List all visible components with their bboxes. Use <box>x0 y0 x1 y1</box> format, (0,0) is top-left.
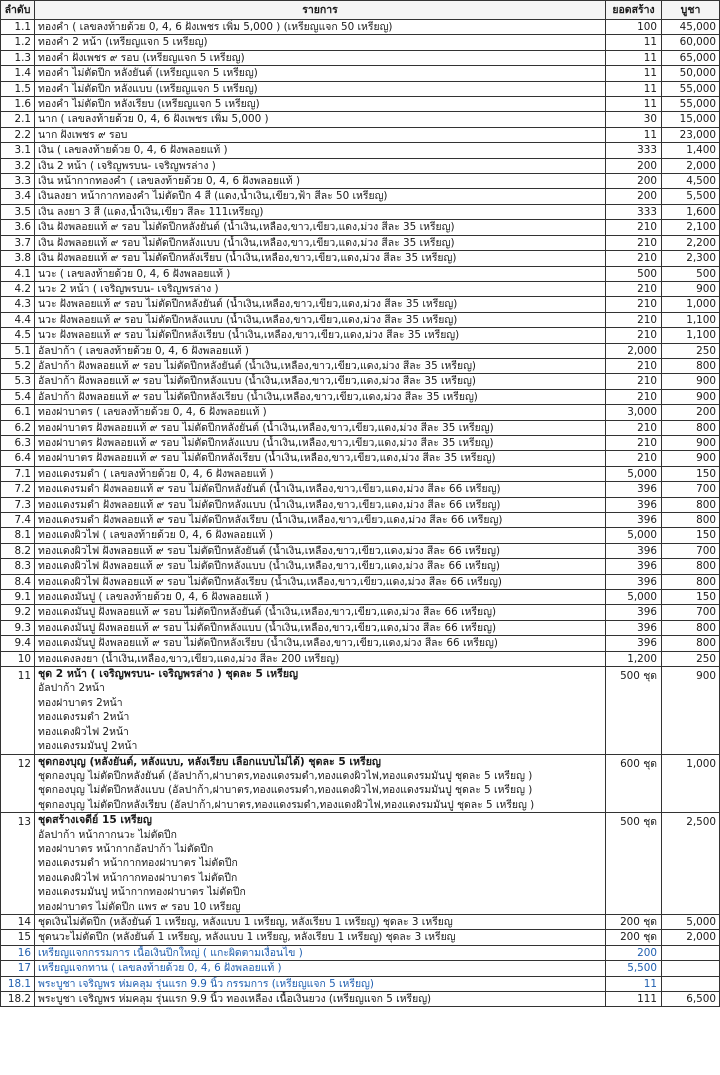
row-price: 2,000 <box>662 930 720 945</box>
row-item: ชุดนวะไม่ตัดปีก (หลังยันต์ 1 เหรียญ, หลังแบบ 1 เหรียญ, หลังเรียบ 1 เหรียญ) ชุดละ 3 เหรียญ <box>35 930 606 945</box>
row-item: ทองแดงมันปู ( เลขลงท้ายด้วย 0, 4, 6 ฝังพลอยแท้ ) <box>35 590 606 605</box>
row-no: 3.8 <box>1 251 35 266</box>
row-price: 500 <box>662 266 720 281</box>
row-qty: 396 <box>606 559 662 574</box>
row-qty: 396 <box>606 513 662 528</box>
set-no: 11 <box>1 667 35 754</box>
table-row <box>1 528 720 543</box>
row-item: นวะ ฝังพลอยแท้ ๙ รอบ ไม่ตัดปีกหลังแบบ (น้ำเงิน,เหลือง,ขาว,เขียว,แดง,ม่วง สีละ 35 เหรียญ) <box>35 312 606 327</box>
row-no: 1.5 <box>1 81 35 96</box>
row-qty: 396 <box>606 620 662 635</box>
set-line: ชุดกองบุญ ไม่ตัดปีกหลังเรียบ (อัลปาก้า,ฝาบาตร,ทองแดงรมดำ,ทองแดงผิวไฟ,ทองแดงรมมันปู ชุดละ 5 เหรียญ ) <box>38 798 535 811</box>
set-qty: 600 ชุด <box>606 754 662 813</box>
row-price: 60,000 <box>662 35 720 50</box>
row-qty: 210 <box>606 220 662 235</box>
row-item: ทองแดงรมดำ ( เลขลงท้ายด้วย 0, 4, 6 ฝังพลอยแท้ ) <box>35 466 606 481</box>
row-no: 3.2 <box>1 158 35 173</box>
row-no: 17 <box>1 961 35 976</box>
row-no: 6.1 <box>1 405 35 420</box>
table-row <box>1 605 720 620</box>
row-no: 14 <box>1 914 35 929</box>
row-item: ทองแดงรมดำ ฝังพลอยแท้ ๙ รอบ ไม่ตัดปีกหลังแบบ (น้ำเงิน,เหลือง,ขาว,เขียว,แดง,ม่วง สีละ 66 เหรียญ) <box>35 497 606 512</box>
row-item: พระบูชา เจริญพร ห่มคลุม รุ่นแรก 9.9 นิ้ว กรรมการ (เหรียญแจก 5 เหรียญ) <box>35 976 606 991</box>
row-no: 3.1 <box>1 143 35 158</box>
row-qty: 11 <box>606 976 662 991</box>
row-qty: 396 <box>606 636 662 651</box>
row-no: 1.3 <box>1 50 35 65</box>
row-qty: 5,000 <box>606 528 662 543</box>
row-item: อัลปาก้า ฝังพลอยแท้ ๙ รอบ ไม่ตัดปีกหลังแบบ (น้ำเงิน,เหลือง,ขาว,เขียว,แดง,ม่วง สีละ 35 เหรียญ) <box>35 374 606 389</box>
table-row <box>1 50 720 65</box>
row-item: ทองแดงลงยา (น้ำเงิน,เหลือง,ขาว,เขียว,แดง,ม่วง สีละ 200 เหรียญ) <box>35 651 606 666</box>
set-item <box>35 813 606 915</box>
row-no: 16 <box>1 945 35 960</box>
table-row <box>1 451 720 466</box>
table-row <box>1 35 720 50</box>
row-no: 7.3 <box>1 497 35 512</box>
row-no: 5.1 <box>1 343 35 358</box>
row-no: 7.1 <box>1 466 35 481</box>
table-row <box>1 297 720 312</box>
set-title: ชุดกองบุญ (หลังยันต์, หลังแบบ, หลังเรียบ เลือกแบบไม่ได้) ชุดละ 5 เหรียญ <box>38 755 381 768</box>
row-qty: 200 <box>606 158 662 173</box>
table-row <box>1 374 720 389</box>
table-row <box>1 945 720 960</box>
row-no: 3.5 <box>1 204 35 219</box>
row-item: ทองคำ ไม่ตัดปีก หลังยันต์ (เหรียญแจก 5 เหรียญ) <box>35 66 606 81</box>
table-row <box>1 112 720 127</box>
row-qty: 210 <box>606 358 662 373</box>
row-price: 1,400 <box>662 143 720 158</box>
row-price: 250 <box>662 651 720 666</box>
row-price: 55,000 <box>662 81 720 96</box>
table-row <box>1 251 720 266</box>
table-row <box>1 651 720 666</box>
row-no: 18.2 <box>1 992 35 1007</box>
row-price: 2,300 <box>662 251 720 266</box>
table-row <box>1 343 720 358</box>
row-item: อัลปาก้า ฝังพลอยแท้ ๙ รอบ ไม่ตัดปีกหลังเรียบ (น้ำเงิน,เหลือง,ขาว,เขียว,แดง,ม่วง สีละ 35 เหรียญ) <box>35 389 606 404</box>
set-row <box>1 754 720 813</box>
row-item: ทองแดงผิวไฟ ฝังพลอยแท้ ๙ รอบ ไม่ตัดปีกหลังยันต์ (น้ำเงิน,เหลือง,ขาว,เขียว,แดง,ม่วง สีละ 66 เหรียญ) <box>35 543 606 558</box>
row-price: 200 <box>662 405 720 420</box>
row-no: 3.7 <box>1 235 35 250</box>
row-item: เงิน ฝังพลอยแท้ ๙ รอบ ไม่ตัดปีกหลังเรียบ (น้ำเงิน,เหลือง,ขาว,เขียว,แดง,ม่วง สีละ 35 เหรียญ) <box>35 251 606 266</box>
header-qty: ยอดสร้าง <box>606 1 662 20</box>
row-price <box>662 976 720 991</box>
table-row <box>1 513 720 528</box>
row-no: 8.1 <box>1 528 35 543</box>
row-no: 8.2 <box>1 543 35 558</box>
row-no: 9.2 <box>1 605 35 620</box>
row-no: 5.2 <box>1 358 35 373</box>
row-price: 800 <box>662 559 720 574</box>
row-qty: 210 <box>606 374 662 389</box>
table-row <box>1 281 720 296</box>
row-item: ทองคำ ฝังเพชร ๙ รอบ (เหรียญแจก 5 เหรียญ) <box>35 50 606 65</box>
row-qty: 5,000 <box>606 590 662 605</box>
row-price: 65,000 <box>662 50 720 65</box>
row-qty: 200 <box>606 174 662 189</box>
row-price: 23,000 <box>662 127 720 142</box>
set-qty: 500 ชุด <box>606 667 662 754</box>
table-row <box>1 559 720 574</box>
row-no: 9.4 <box>1 636 35 651</box>
row-price: 700 <box>662 605 720 620</box>
row-price: 150 <box>662 590 720 605</box>
row-item: ทองคำ ( เลขลงท้ายด้วย 0, 4, 6 ฝังเพชร เพิ่ม 5,000 ) (เหรียญแจก 50 เหรียญ) <box>35 20 606 35</box>
set-line: อัลปาก้า 2หน้า <box>38 682 105 695</box>
table-row <box>1 420 720 435</box>
row-price: 15,000 <box>662 112 720 127</box>
row-qty: 200 ชุด <box>606 914 662 929</box>
row-price: 5,000 <box>662 914 720 929</box>
row-item: นาก ฝังเพชร ๙ รอบ <box>35 127 606 142</box>
row-no: 1.1 <box>1 20 35 35</box>
row-no: 6.4 <box>1 451 35 466</box>
header-no: ลำดับ <box>1 1 35 20</box>
row-item: เงิน ฝังพลอยแท้ ๙ รอบ ไม่ตัดปีกหลังยันต์ (น้ำเงิน,เหลือง,ขาว,เขียว,แดง,ม่วง สีละ 35 เหรียญ) <box>35 220 606 235</box>
row-qty: 200 ชุด <box>606 930 662 945</box>
set-title: ชุด 2 หน้า ( เจริญพรบน- เจริญพรล่าง ) ชุดละ 5 เหรียญ <box>38 668 299 681</box>
set-line: ทองฝาบาตร 2หน้า <box>38 696 123 709</box>
set-line: ทองแดงรมดำ 2หน้า <box>38 711 130 724</box>
row-item: นวะ 2 หน้า ( เจริญพรบน- เจริญพรล่าง ) <box>35 281 606 296</box>
row-item: เงิน ( เลขลงท้ายด้วย 0, 4, 6 ฝังพลอยแท้ ) <box>35 143 606 158</box>
table-row <box>1 97 720 112</box>
row-qty: 2,000 <box>606 343 662 358</box>
set-price: 2,500 <box>662 813 720 915</box>
table-row <box>1 636 720 651</box>
row-price: 800 <box>662 636 720 651</box>
table-row <box>1 328 720 343</box>
row-qty: 396 <box>606 482 662 497</box>
table-row <box>1 930 720 945</box>
row-item: เหรียญแจกกรรมการ เนื้อเงินปีกใหญ่ ( แกะผิดตามเงื่อนไข ) <box>35 945 606 960</box>
row-price: 900 <box>662 451 720 466</box>
row-qty: 5,000 <box>606 466 662 481</box>
row-qty: 396 <box>606 543 662 558</box>
row-item: นวะ ฝังพลอยแท้ ๙ รอบ ไม่ตัดปีกหลังยันต์ (น้ำเงิน,เหลือง,ขาว,เขียว,แดง,ม่วง สีละ 35 เหรียญ) <box>35 297 606 312</box>
row-no: 3.4 <box>1 189 35 204</box>
row-price: 55,000 <box>662 97 720 112</box>
row-price: 2,100 <box>662 220 720 235</box>
table-row <box>1 174 720 189</box>
table-row <box>1 992 720 1007</box>
row-item: ทองฝาบาตร ฝังพลอยแท้ ๙ รอบ ไม่ตัดปีกหลังยันต์ (น้ำเงิน,เหลือง,ขาว,เขียว,แดง,ม่วง สีละ 35 เหรียญ) <box>35 420 606 435</box>
row-no: 4.3 <box>1 297 35 312</box>
table-row <box>1 235 720 250</box>
row-item: พระบูชา เจริญพร ห่มคลุม รุ่นแรก 9.9 นิ้ว ทองเหลือง เนื้อเงินยวง (เหรียญแจก 5 เหรียญ) <box>35 992 606 1007</box>
row-no: 4.4 <box>1 312 35 327</box>
row-item: เงินลงยา หน้ากากทองคำ ไม่ตัดปีก 4 สี (แดง,น้ำเงิน,เขียว,ฟ้า สีละ 50 เหรียญ) <box>35 189 606 204</box>
table-row <box>1 574 720 589</box>
table-row <box>1 961 720 976</box>
row-item: นวะ ( เลขลงท้ายด้วย 0, 4, 6 ฝังพลอยแท้ ) <box>35 266 606 281</box>
table-row <box>1 466 720 481</box>
row-no: 7.4 <box>1 513 35 528</box>
row-price: 50,000 <box>662 66 720 81</box>
table-row <box>1 189 720 204</box>
table-row <box>1 543 720 558</box>
row-price: 2,200 <box>662 235 720 250</box>
row-no: 6.3 <box>1 435 35 450</box>
row-qty: 396 <box>606 574 662 589</box>
row-no: 3.6 <box>1 220 35 235</box>
row-price: 900 <box>662 374 720 389</box>
row-item: ทองแดงมันปู ฝังพลอยแท้ ๙ รอบ ไม่ตัดปีกหลังเรียบ (น้ำเงิน,เหลือง,ขาว,เขียว,แดง,ม่วง สีละ 66 เหรียญ) <box>35 636 606 651</box>
row-qty: 210 <box>606 297 662 312</box>
row-qty: 11 <box>606 81 662 96</box>
row-no: 9.3 <box>1 620 35 635</box>
row-price: 700 <box>662 482 720 497</box>
row-no: 3.3 <box>1 174 35 189</box>
row-no: 8.4 <box>1 574 35 589</box>
row-price: 900 <box>662 435 720 450</box>
row-item: นาก ( เลขลงท้ายด้วย 0, 4, 6 ฝังเพชร เพิ่ม 5,000 ) <box>35 112 606 127</box>
row-qty: 3,000 <box>606 405 662 420</box>
row-item: ทองฝาบาตร ฝังพลอยแท้ ๙ รอบ ไม่ตัดปีกหลังแบบ (น้ำเงิน,เหลือง,ขาว,เขียว,แดง,ม่วง สีละ 35 เหรียญ) <box>35 435 606 450</box>
row-price: 5,500 <box>662 189 720 204</box>
row-qty: 100 <box>606 20 662 35</box>
row-no: 7.2 <box>1 482 35 497</box>
set-line: ทองฝาบาตร ไม่ตัดปีก แพร ๙ รอบ 10 เหรียญ <box>38 900 241 913</box>
set-no: 12 <box>1 754 35 813</box>
row-price: 4,500 <box>662 174 720 189</box>
row-item: เงิน ลงยา 3 สี (แดง,น้ำเงิน,เขียว สีละ 111เหรียญ) <box>35 204 606 219</box>
row-qty: 210 <box>606 435 662 450</box>
table-row <box>1 220 720 235</box>
row-no: 4.1 <box>1 266 35 281</box>
row-qty: 210 <box>606 312 662 327</box>
set-line: ทองฝาบาตร หน้ากากอัลปาก้า ไม่ตัดปีก <box>38 842 214 855</box>
table-row <box>1 127 720 142</box>
row-item: เงิน หน้ากากทองคำ ( เลขลงท้ายด้วย 0, 4, 6 ฝังพลอยแท้ ) <box>35 174 606 189</box>
row-qty: 11 <box>606 66 662 81</box>
table-row <box>1 266 720 281</box>
set-price: 1,000 <box>662 754 720 813</box>
row-no: 1.2 <box>1 35 35 50</box>
row-qty: 333 <box>606 204 662 219</box>
row-price: 800 <box>662 574 720 589</box>
row-price: 1,600 <box>662 204 720 219</box>
row-item: ทองคำ ไม่ตัดปีก หลังเรียบ (เหรียญแจก 5 เหรียญ) <box>35 97 606 112</box>
row-price <box>662 945 720 960</box>
table-row <box>1 143 720 158</box>
row-price: 2,000 <box>662 158 720 173</box>
row-item: อัลปาก้า ฝังพลอยแท้ ๙ รอบ ไม่ตัดปีกหลังยันต์ (น้ำเงิน,เหลือง,ขาว,เขียว,แดง,ม่วง สีละ 35 เหรียญ) <box>35 358 606 373</box>
table-row <box>1 976 720 991</box>
table-row <box>1 497 720 512</box>
row-price: 800 <box>662 358 720 373</box>
row-qty: 210 <box>606 328 662 343</box>
row-no: 2.1 <box>1 112 35 127</box>
row-item: ทองแดงมันปู ฝังพลอยแท้ ๙ รอบ ไม่ตัดปีกหลังแบบ (น้ำเงิน,เหลือง,ขาว,เขียว,แดง,ม่วง สีละ 66 เหรียญ) <box>35 620 606 635</box>
row-qty: 210 <box>606 451 662 466</box>
row-price: 1,100 <box>662 312 720 327</box>
row-item: ทองแดงรมดำ ฝังพลอยแท้ ๙ รอบ ไม่ตัดปีกหลังยันต์ (น้ำเงิน,เหลือง,ขาว,เขียว,แดง,ม่วง สีละ 66 เหรียญ) <box>35 482 606 497</box>
row-no: 9.1 <box>1 590 35 605</box>
row-price <box>662 961 720 976</box>
set-title: ชุดสร้างเจดีย์ 15 เหรียญ <box>38 814 152 827</box>
set-item <box>35 754 606 813</box>
row-price: 800 <box>662 420 720 435</box>
table-row <box>1 590 720 605</box>
table-row <box>1 914 720 929</box>
row-no: 1.6 <box>1 97 35 112</box>
row-price: 900 <box>662 281 720 296</box>
set-line: ทองแดงรมมันปู หน้ากากทองฝาบาตร ไม่ตัดปีก <box>38 886 246 899</box>
row-price: 250 <box>662 343 720 358</box>
row-qty: 210 <box>606 389 662 404</box>
table-row <box>1 204 720 219</box>
header-price: บูชา <box>662 1 720 20</box>
table-row <box>1 435 720 450</box>
row-no: 4.2 <box>1 281 35 296</box>
row-no: 1.4 <box>1 66 35 81</box>
row-price: 700 <box>662 543 720 558</box>
row-item: ทองคำ 2 หน้า (เหรียญแจก 5 เหรียญ) <box>35 35 606 50</box>
row-item: เหรียญแจกทาน ( เลขลงท้ายด้วย 0, 4, 6 ฝังพลอยแท้ ) <box>35 961 606 976</box>
row-item: อัลปาก้า ( เลขลงท้ายด้วย 0, 4, 6 ฝังพลอยแท้ ) <box>35 343 606 358</box>
row-price: 1,100 <box>662 328 720 343</box>
row-no: 10 <box>1 651 35 666</box>
row-item: ทองฝาบาตร ( เลขลงท้ายด้วย 0, 4, 6 ฝังพลอยแท้ ) <box>35 405 606 420</box>
row-item: ทองแดงผิวไฟ ฝังพลอยแท้ ๙ รอบ ไม่ตัดปีกหลังเรียบ (น้ำเงิน,เหลือง,ขาว,เขียว,แดง,ม่วง สีละ 66 เหรียญ) <box>35 574 606 589</box>
table-row <box>1 389 720 404</box>
row-qty: 1,200 <box>606 651 662 666</box>
header-item: รายการ <box>35 1 606 20</box>
row-item: ทองแดงมันปู ฝังพลอยแท้ ๙ รอบ ไม่ตัดปีกหลังยันต์ (น้ำเงิน,เหลือง,ขาว,เขียว,แดง,ม่วง สีละ 66 เหรียญ) <box>35 605 606 620</box>
table-row <box>1 158 720 173</box>
row-item: ทองฝาบาตร ฝังพลอยแท้ ๙ รอบ ไม่ตัดปีกหลังเรียบ (น้ำเงิน,เหลือง,ขาว,เขียว,แดง,ม่วง สีละ 35 เหรียญ) <box>35 451 606 466</box>
row-item: ทองแดงผิวไฟ ฝังพลอยแท้ ๙ รอบ ไม่ตัดปีกหลังแบบ (น้ำเงิน,เหลือง,ขาว,เขียว,แดง,ม่วง สีละ 66 เหรียญ) <box>35 559 606 574</box>
row-qty: 500 <box>606 266 662 281</box>
row-no: 2.2 <box>1 127 35 142</box>
row-qty: 200 <box>606 189 662 204</box>
table-row <box>1 620 720 635</box>
set-line: ชุดกองบุญ ไม่ตัดปีกหลังยันต์ (อัลปาก้า,ฝาบาตร,ทองแดงรมดำ,ทองแดงผิวไฟ,ทองแดงรมมันปู ชุดละ 5 เหรียญ ) <box>38 769 533 782</box>
row-item: ทองแดงผิวไฟ ( เลขลงท้ายด้วย 0, 4, 6 ฝังพลอยแท้ ) <box>35 528 606 543</box>
row-price: 800 <box>662 620 720 635</box>
row-price: 800 <box>662 513 720 528</box>
row-price: 800 <box>662 497 720 512</box>
row-price: 1,000 <box>662 297 720 312</box>
row-qty: 200 <box>606 945 662 960</box>
table-row <box>1 405 720 420</box>
table-row <box>1 482 720 497</box>
row-qty: 11 <box>606 35 662 50</box>
row-price: 6,500 <box>662 992 720 1007</box>
set-row <box>1 667 720 754</box>
row-qty: 5,500 <box>606 961 662 976</box>
row-qty: 111 <box>606 992 662 1007</box>
row-no: 6.2 <box>1 420 35 435</box>
set-line: อัลปาก้า หน้ากากนวะ ไม่ตัดปีก <box>38 828 177 841</box>
row-item: เงิน ฝังพลอยแท้ ๙ รอบ ไม่ตัดปีกหลังแบบ (น้ำเงิน,เหลือง,ขาว,เขียว,แดง,ม่วง สีละ 35 เหรียญ) <box>35 235 606 250</box>
set-qty: 500 ชุด <box>606 813 662 915</box>
set-line: ทองแดงผิวไฟ 2หน้า <box>38 725 129 738</box>
row-no: 8.3 <box>1 559 35 574</box>
row-price: 150 <box>662 466 720 481</box>
set-line: ชุดกองบุญ ไม่ตัดปีกหลังแบบ (อัลปาก้า,ฝาบาตร,ทองแดงรมดำ,ทองแดงผิวไฟ,ทองแดงรมมันปู ชุดละ 5 เหรียญ ) <box>38 784 533 797</box>
row-qty: 333 <box>606 143 662 158</box>
row-item: นวะ ฝังพลอยแท้ ๙ รอบ ไม่ตัดปีกหลังเรียบ (น้ำเงิน,เหลือง,ขาว,เขียว,แดง,ม่วง สีละ 35 เหรียญ) <box>35 328 606 343</box>
row-price: 150 <box>662 528 720 543</box>
row-item: ทองแดงรมดำ ฝังพลอยแท้ ๙ รอบ ไม่ตัดปีกหลังเรียบ (น้ำเงิน,เหลือง,ขาว,เขียว,แดง,ม่วง สีละ 66 เหรียญ) <box>35 513 606 528</box>
row-qty: 396 <box>606 605 662 620</box>
table-row <box>1 358 720 373</box>
row-no: 5.3 <box>1 374 35 389</box>
set-line: ทองแดงรมดำ หน้ากากทองฝาบาตร ไม่ตัดปีก <box>38 857 238 870</box>
table-row <box>1 81 720 96</box>
set-price: 900 <box>662 667 720 754</box>
table-header <box>1 1 720 20</box>
row-qty: 30 <box>606 112 662 127</box>
set-line: ทองแดงผิวไฟ หน้ากากทองฝาบาตร ไม่ตัดปีก <box>38 871 238 884</box>
set-row <box>1 813 720 915</box>
table-row <box>1 66 720 81</box>
row-item: เงิน 2 หน้า ( เจริญพรบน- เจริญพรล่าง ) <box>35 158 606 173</box>
row-qty: 11 <box>606 50 662 65</box>
row-no: 5.4 <box>1 389 35 404</box>
row-price: 900 <box>662 389 720 404</box>
row-qty: 396 <box>606 497 662 512</box>
row-item: ทองคำ ไม่ตัดปีก หลังแบบ (เหรียญแจก 5 เหรียญ) <box>35 81 606 96</box>
row-qty: 11 <box>606 97 662 112</box>
set-line: ทองแดงรมมันปู 2หน้า <box>38 740 138 753</box>
row-qty: 11 <box>606 127 662 142</box>
row-price: 45,000 <box>662 20 720 35</box>
row-qty: 210 <box>606 235 662 250</box>
set-no: 13 <box>1 813 35 915</box>
row-qty: 210 <box>606 251 662 266</box>
table-row <box>1 312 720 327</box>
row-no: 4.5 <box>1 328 35 343</box>
row-qty: 210 <box>606 420 662 435</box>
row-item: ชุดเงินไม่ตัดปีก (หลังยันต์ 1 เหรียญ, หลังแบบ 1 เหรียญ, หลังเรียบ 1 เหรียญ) ชุดละ 3 เหรียญ <box>35 914 606 929</box>
row-no: 15 <box>1 930 35 945</box>
set-item <box>35 667 606 754</box>
table-row <box>1 20 720 35</box>
row-qty: 210 <box>606 281 662 296</box>
row-no: 18.1 <box>1 976 35 991</box>
